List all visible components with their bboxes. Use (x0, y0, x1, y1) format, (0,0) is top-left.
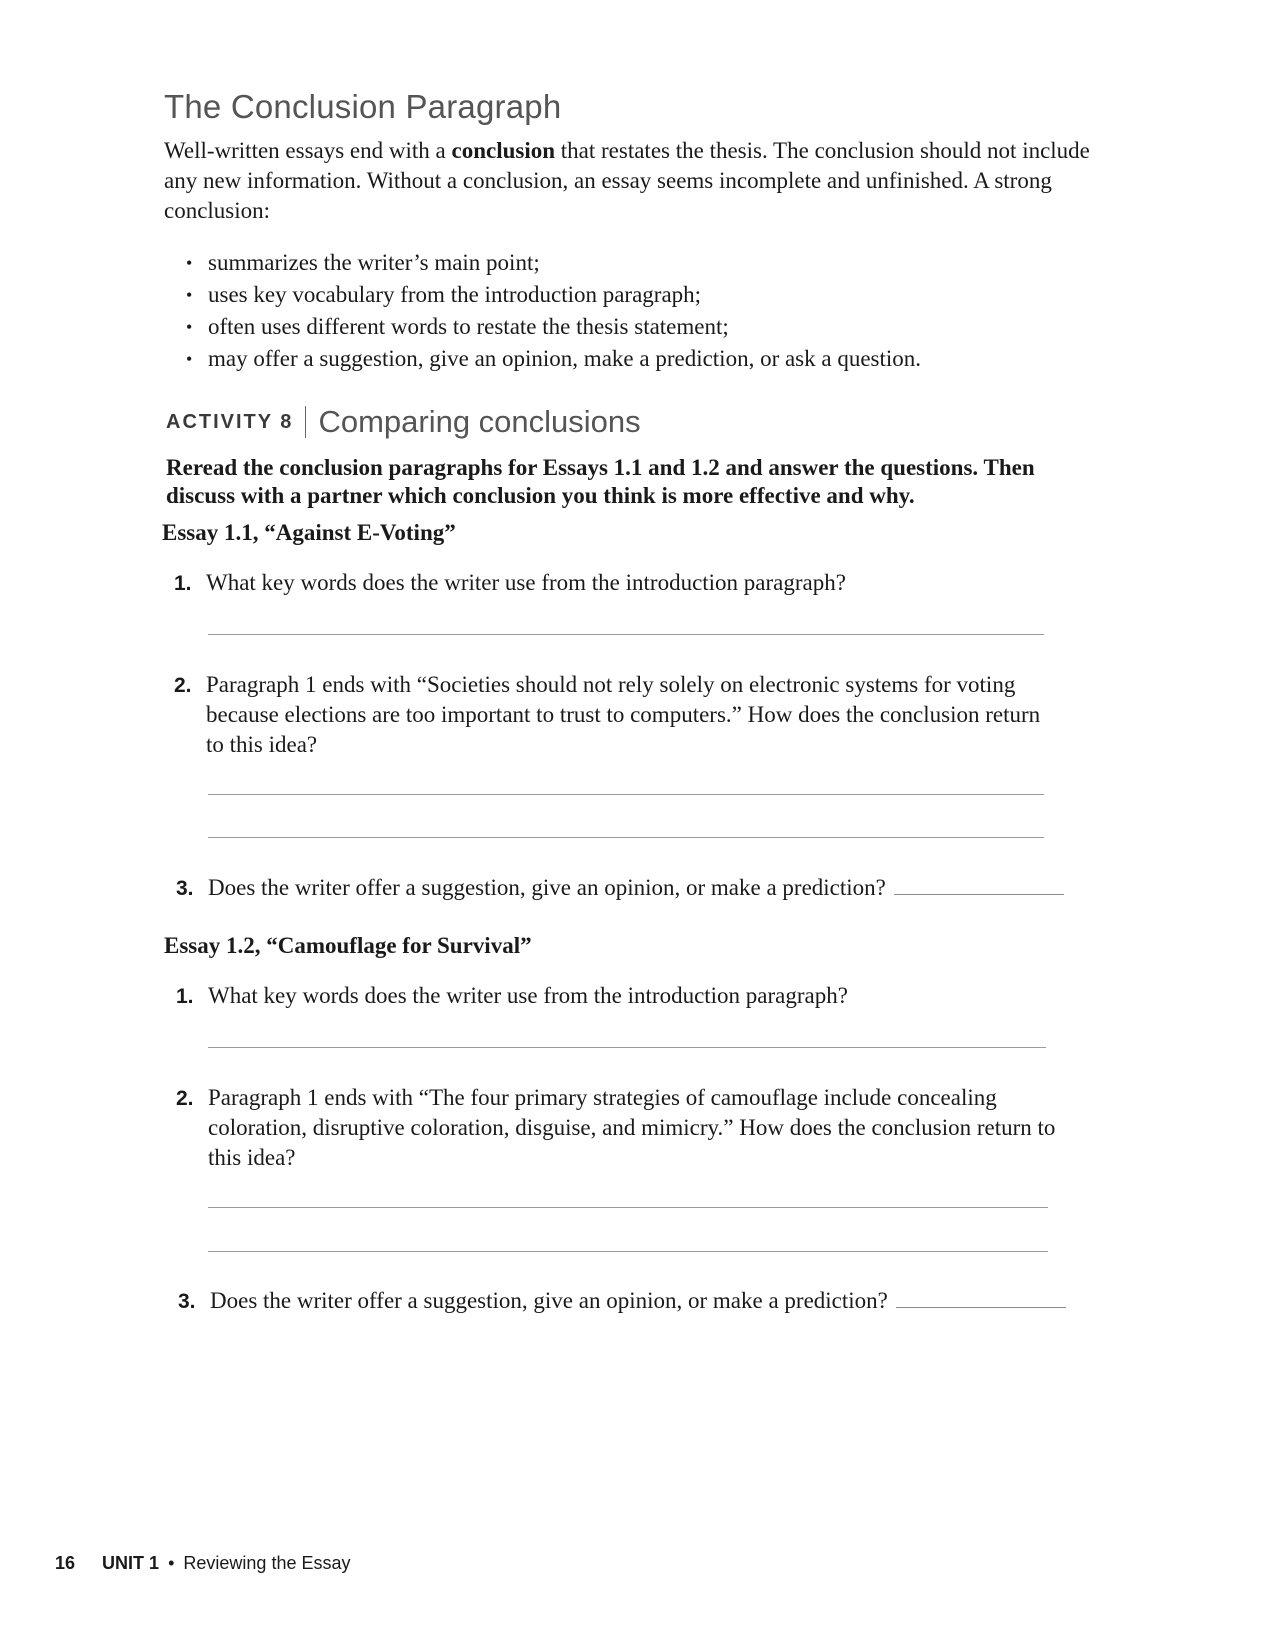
answer-line[interactable] (208, 1251, 1048, 1252)
bullet-icon: • (186, 253, 193, 273)
question (176, 873, 1078, 903)
bullet-icon: • (186, 317, 193, 337)
question-text: What key words does the writer use from the introduction paragraph? (206, 570, 846, 595)
question-text: What key words does the writer use from the introduction paragraph? (208, 983, 848, 1008)
intro-text-end: that restates the thesis. The conclusion should not include any new information. Without a conclusion, an essay seems incomplete and unfinished. A strong conclusion: (164, 138, 1090, 223)
question-text: Paragraph 1 ends with “Societies should not rely solely on electronic systems for voting because elections are too important to trust to computers.” How does the conclusion return to this idea? (206, 672, 1041, 757)
question-text: Does the writer offer a suggestion, give an opinion, or make a prediction? (210, 1288, 888, 1313)
intro-keyword: conclusion (451, 138, 556, 163)
page-footer (55, 1553, 351, 1574)
answer-blank[interactable] (896, 1306, 1066, 1308)
essay-heading: Essay 1.2, “Camouflage for Survival” (164, 933, 532, 958)
question (174, 568, 1076, 598)
question (176, 981, 1078, 1011)
intro-text-start: Well-written essays end with a (164, 138, 452, 163)
intro-paragraph (164, 136, 1094, 226)
page-number: 16 (55, 1553, 76, 1573)
section-title: The Conclusion Paragraph (164, 88, 562, 125)
question-number: 2. (174, 674, 192, 697)
question-text: Does the writer offer a suggestion, give an opinion, or make a prediction? (208, 875, 886, 900)
answer-line[interactable] (208, 1207, 1048, 1208)
separator-icon: • (168, 1553, 175, 1573)
essay-heading: Essay 1.1, “Against E-Voting” (162, 520, 456, 545)
activity-divider (305, 406, 306, 438)
question-number: 3. (176, 877, 194, 900)
list-item (186, 343, 921, 375)
question (178, 1286, 1080, 1316)
question-number: 1. (176, 985, 194, 1008)
list-item-text: often uses different words to restate the thesis statement; (208, 314, 729, 339)
activity-heading (166, 404, 641, 440)
activity-instructions: Reread the conclusion paragraphs for Essays 1.1 and 1.2 and answer the questions. Then discuss with a partner which conclusion you think is more effective and why. (166, 455, 1035, 508)
unit-title: Reviewing the Essay (183, 1553, 351, 1573)
activity-title: Comparing conclusions (318, 404, 641, 439)
question (176, 1083, 1058, 1173)
list-item (186, 311, 921, 343)
answer-line[interactable] (208, 1047, 1046, 1048)
unit-label: UNIT 1 (102, 1553, 160, 1573)
answer-line[interactable] (208, 634, 1044, 635)
answer-line[interactable] (208, 794, 1044, 795)
bullet-icon: • (186, 285, 193, 305)
bullet-icon: • (186, 349, 193, 369)
question-text: Paragraph 1 ends with “The four primary strategies of camouflage include concealing coloration, disruptive coloration, disguise, and mimicry.” How does the conclusion return to this idea? (208, 1085, 1056, 1170)
question-number: 2. (176, 1087, 194, 1110)
list-item-text: may offer a suggestion, give an opinion, make a prediction, or ask a question. (208, 346, 922, 371)
list-item-text: uses key vocabulary from the introduction paragraph; (208, 282, 702, 307)
question-number: 3. (178, 1290, 196, 1313)
list-item (186, 247, 921, 279)
question-number: 1. (174, 572, 192, 595)
answer-line[interactable] (208, 837, 1044, 838)
conclusion-criteria-list (186, 247, 921, 375)
list-item (186, 279, 921, 311)
list-item-text: summarizes the writer’s main point; (208, 250, 540, 275)
answer-blank[interactable] (894, 893, 1064, 895)
question (174, 670, 1056, 760)
activity-label: ACTIVITY 8 (166, 410, 294, 433)
